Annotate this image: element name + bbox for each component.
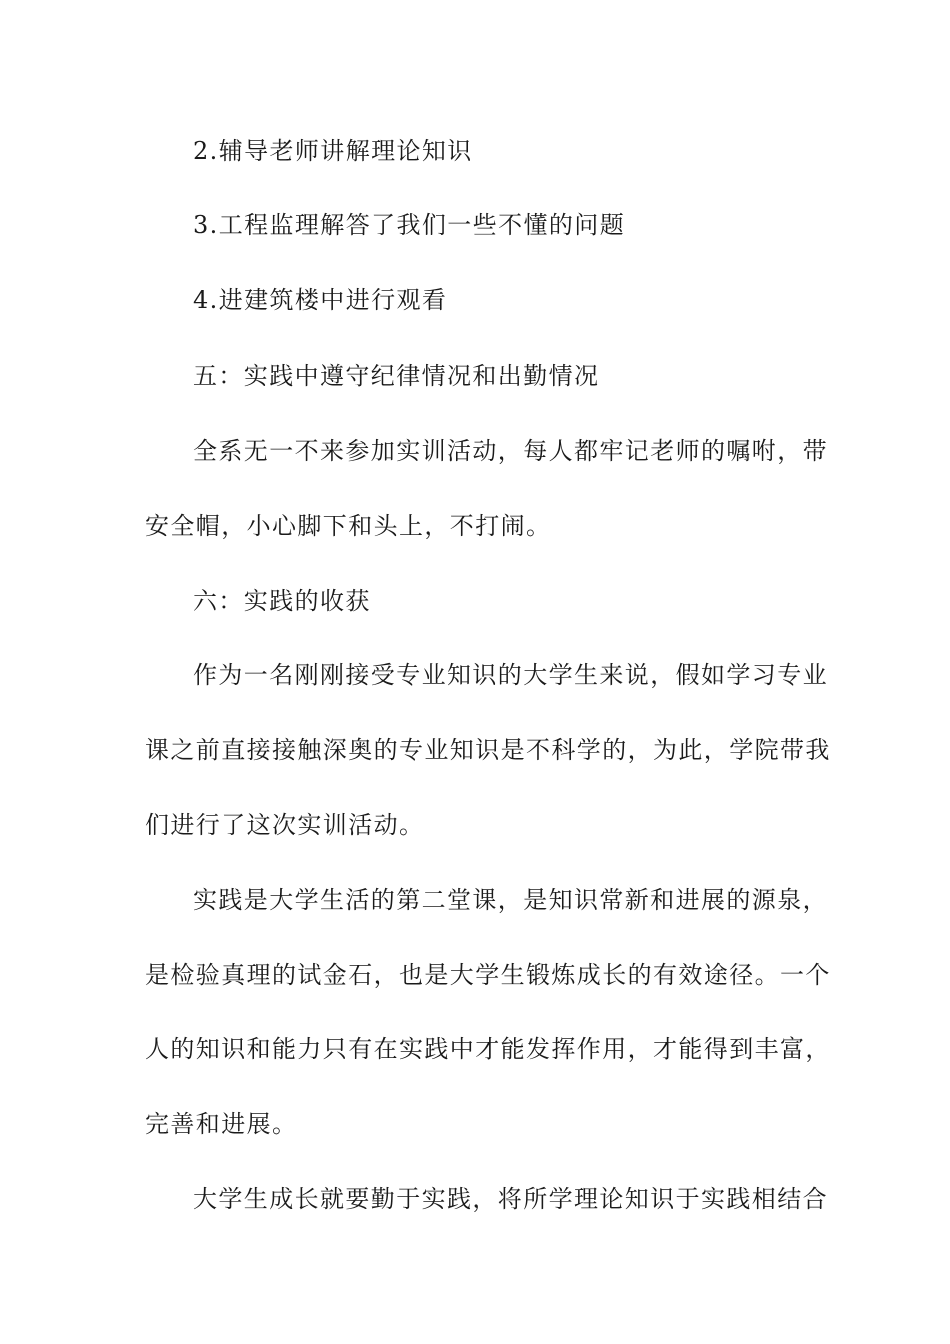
paragraph-line: 大学生成长就要勤于实践，将所学理论知识于实践相结合 xyxy=(193,1185,828,1213)
paragraph-line: 全系无一不来参加实训活动，每人都牢记老师的嘱咐，带 xyxy=(193,437,828,465)
list-item: 2.辅导老师讲解理论知识 xyxy=(193,137,473,165)
section-heading: 五：实践中遵守纪律情况和出勤情况 xyxy=(193,362,600,390)
paragraph-line: 人的知识和能力只有在实践中才能发挥作用，才能得到丰富， xyxy=(145,1035,831,1063)
paragraph-line: 是检验真理的试金石，也是大学生锻炼成长的有效途径。一个 xyxy=(145,961,831,989)
list-item: 3.工程监理解答了我们一些不懂的问题 xyxy=(193,211,626,239)
paragraph-line: 们进行了这次实训活动。 xyxy=(145,811,425,839)
paragraph-line: 课之前直接接触深奥的专业知识是不科学的，为此，学院带我 xyxy=(145,736,831,764)
paragraph-line: 作为一名刚刚接受专业知识的大学生来说，假如学习专业 xyxy=(193,661,828,689)
list-item: 4.进建筑楼中进行观看 xyxy=(193,286,448,314)
paragraph-line: 实践是大学生活的第二堂课，是知识常新和进展的源泉， xyxy=(193,886,828,914)
paragraph-line: 完善和进展。 xyxy=(145,1110,298,1138)
paragraph-line: 安全帽，小心脚下和头上，不打闹。 xyxy=(145,512,552,540)
section-heading: 六：实践的收获 xyxy=(193,587,371,615)
